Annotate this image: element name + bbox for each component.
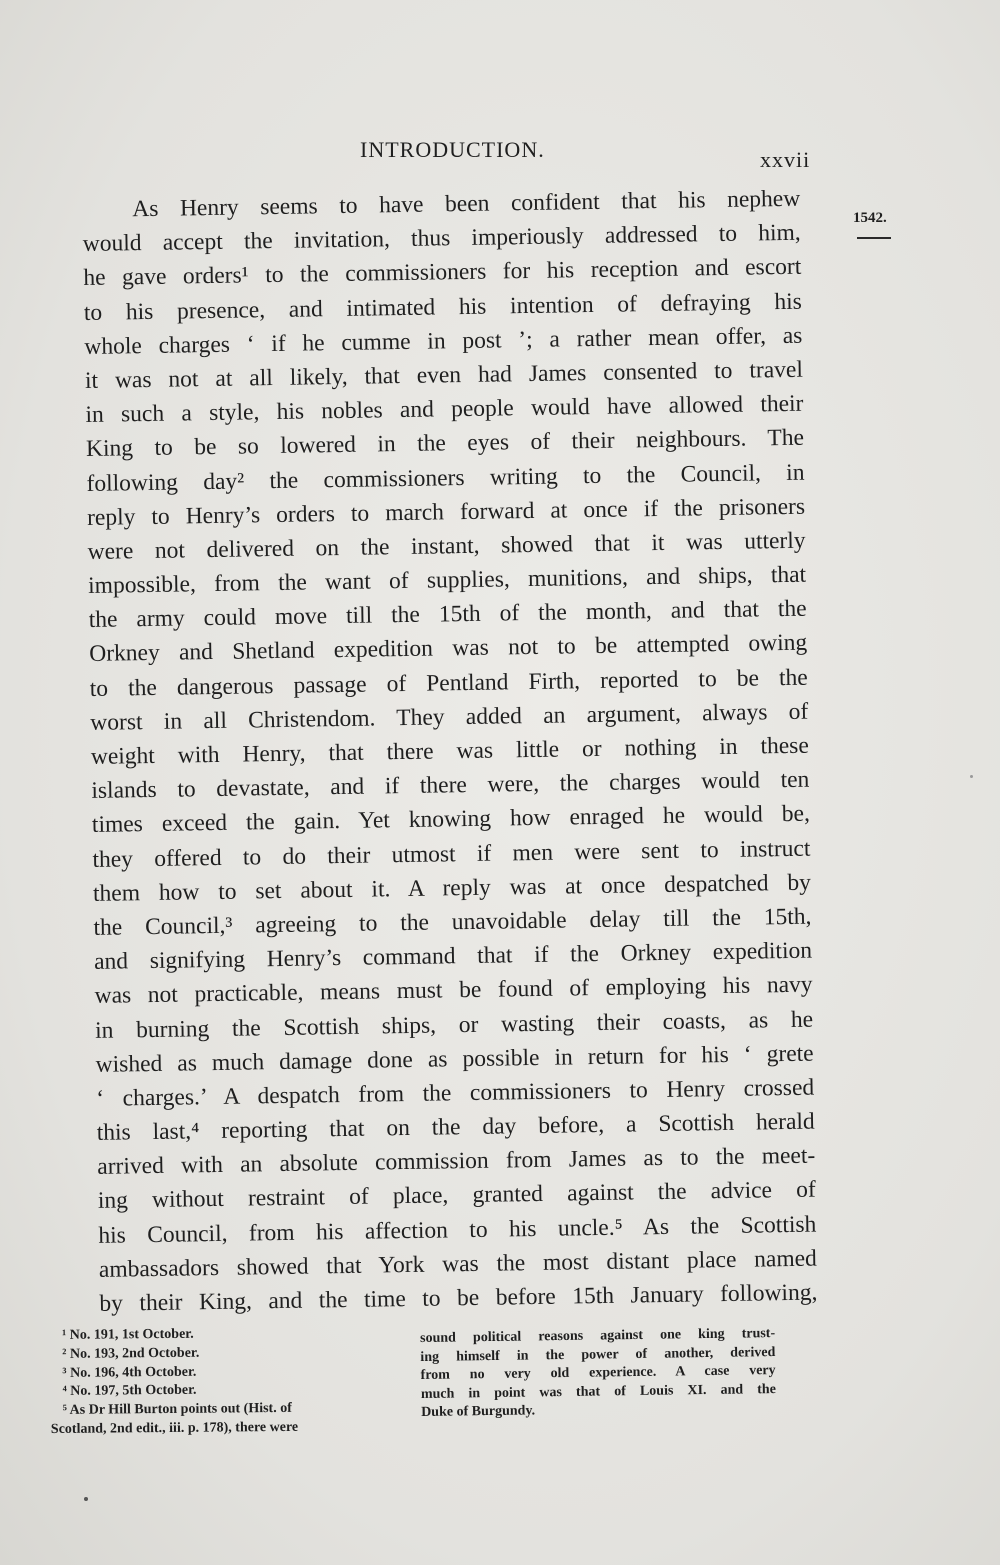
- footnote-continuation: sound political reasons against one king trust-: [420, 1326, 776, 1346]
- body-line: it was not at all likely, that even had James consented to travel: [84, 356, 804, 394]
- footnote-continuation: much in point was that of Louis XI. and the: [420, 1381, 776, 1402]
- body-text: [82, 182, 818, 1321]
- body-line: and signifying Henry’s command that if the Orkney expedition: [93, 937, 813, 976]
- footnote-continuation: Scotland, 2nd edit., iii. p. 178), there were: [50, 1419, 299, 1437]
- body-line: in burning the Scottish ships, or wasting their coasts, as he: [94, 1006, 814, 1044]
- footnote-continuation: Duke of Burgundy.: [421, 1403, 536, 1421]
- page-number: xxvii: [760, 147, 811, 172]
- body-line: Orkney and Shetland expedition was not to be attempted owing: [89, 630, 808, 668]
- body-line: in such a style, his nobles and people would have allowed their: [85, 390, 804, 429]
- body-line: whole charges ‘ if he cumme in post ’; a rather mean offer, as: [84, 322, 803, 360]
- body-line: wished as much damage done as possible in return for his ‘ grete: [95, 1040, 814, 1078]
- footnote-continuation: from no very old experience. A case very: [420, 1363, 776, 1384]
- marginal-year: 1542.: [853, 210, 887, 226]
- body-line: King to be so lowered in the eyes of their neighbours. The: [85, 425, 805, 463]
- body-line: the Council,³ agreeing to the unavoidable delay till the 15th,: [93, 903, 812, 941]
- body-line: to his presence, and intimated his intention of defraying his: [83, 288, 802, 326]
- body-line: ambassadors showed that York was the most distant place named: [98, 1245, 818, 1283]
- body-line: As Henry seems to have been confident that his nephew: [132, 185, 801, 223]
- running-title: INTRODUCTION.: [360, 137, 545, 162]
- body-line: following day² the commissioners writing to the Council, in: [86, 459, 805, 497]
- footnote: ² No. 193, 2nd October.: [62, 1345, 200, 1362]
- body-line: to the dangerous passage of Pentland Firth, reported to be the: [89, 664, 808, 702]
- footnotes-right-column: [420, 1325, 776, 1423]
- body-line: reply to Henry’s orders to march forward at once if the prisoners: [86, 493, 806, 531]
- body-line: ‘ charges.’ A despatch from the commissioners to Henry crossed: [96, 1074, 815, 1112]
- footnotes-left-column: [50, 1324, 411, 1440]
- ink-speck: [970, 775, 973, 778]
- body-line: were not delivered on the instant, showed that it was utterly: [87, 527, 806, 565]
- body-line: his Council, from his affection to his uncle.⁵ As the Scottish: [98, 1211, 817, 1249]
- body-line: worst in all Christendom. They added an argument, always of: [90, 698, 809, 736]
- footnote: ¹ No. 191, 1st October.: [62, 1326, 194, 1343]
- ink-speck: [84, 1497, 88, 1501]
- footnote-continuation: ing himself in the power of another, derived: [420, 1344, 776, 1365]
- body-line: ing without restraint of place, granted against the advice of: [97, 1177, 816, 1215]
- body-line: arrived with an absolute commission from James as to the meet-: [97, 1142, 816, 1181]
- body-line: weight with Henry, that there was little or nothing in these: [90, 732, 809, 770]
- body-line: he gave orders¹ to the commissioners for his reception and escort: [83, 254, 802, 292]
- body-line: them how to set about it. A reply was at once despatched by: [92, 869, 812, 907]
- body-line: this last,⁴ reporting that on the day before, a Scottish herald: [96, 1108, 815, 1146]
- body-line: times exceed the gain. Yet knowing how enraged he would be,: [91, 801, 811, 839]
- marginal-rule: [857, 237, 891, 239]
- footnote: ⁴ No. 197, 5th October.: [62, 1383, 197, 1400]
- body-line: would accept the invitation, thus imperiously addressed to him,: [82, 219, 801, 258]
- body-line: was not practicable, means must be found of employing his navy: [94, 971, 813, 1010]
- footnote: ⁵ As Dr Hill Burton points out (Hist. of: [62, 1401, 292, 1419]
- body-line: they offered to do their utmost if men were sent to instruct: [92, 835, 811, 873]
- body-line: the army could move till the 15th of the month, and that the: [88, 595, 807, 634]
- body-line: by their King, and the time to be before 15th January following,: [99, 1279, 818, 1317]
- footnote: ³ No. 196, 4th October.: [62, 1364, 197, 1381]
- body-line: islands to devastate, and if there were, the charges would ten: [91, 766, 810, 805]
- body-line: impossible, from the want of supplies, munitions, and ships, that: [87, 561, 807, 600]
